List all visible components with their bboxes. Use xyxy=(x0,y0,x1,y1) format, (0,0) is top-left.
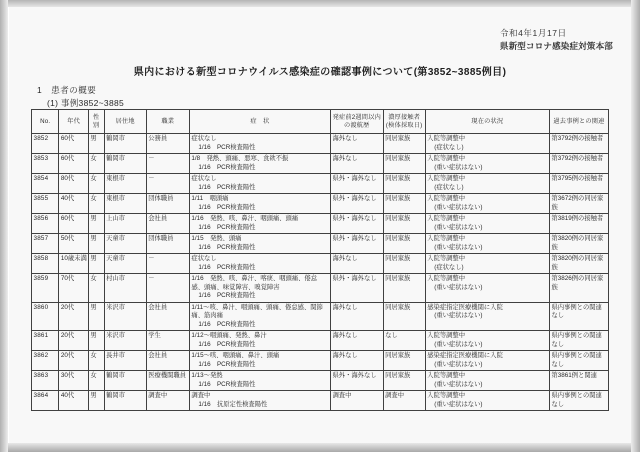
cell-residence: 東根市 xyxy=(104,194,146,214)
cell-residence: 天童市 xyxy=(104,234,146,254)
cell-occupation: － xyxy=(146,274,189,303)
table-row xyxy=(32,194,609,214)
document-sheet xyxy=(9,7,631,443)
cell-occupation: － xyxy=(146,174,189,194)
cell-travel: 県外・海外なし xyxy=(330,234,383,254)
cell-age: 60代 xyxy=(59,214,88,234)
cell-residence: 村山市 xyxy=(104,274,146,303)
cell-travel: 海外なし xyxy=(330,154,383,174)
cell-relation: 第3861例と関連 xyxy=(549,371,608,391)
cell-sex: 女 xyxy=(88,274,104,303)
cell-contact: 同居家族 xyxy=(383,351,425,371)
cell-status: 入院等調整中 (重い症状はない) xyxy=(425,214,549,234)
cell-sex: 女 xyxy=(88,174,104,194)
cell-contact: 同居家族 xyxy=(383,194,425,214)
cell-sex: 女 xyxy=(88,154,104,174)
cell-contact: 同居家族 xyxy=(383,174,425,194)
cell-contact: 同居家族 xyxy=(383,234,425,254)
col-header-sex: 性別 xyxy=(88,110,104,134)
cell-occupation: 団体職員 xyxy=(146,234,189,254)
cell-contact: 同居家族 xyxy=(383,134,425,154)
cell-status: 入院等調整中 (重い症状はない) xyxy=(425,391,549,411)
cell-occupation: － xyxy=(146,254,189,274)
cell-age: 20代 xyxy=(59,331,88,351)
cell-symptoms: 1/15 発熱、頭痛 1/16 PCR検査陽性 xyxy=(189,234,330,254)
cell-symptoms: 1/15～咳、咽頭痛、鼻汁、頭痛 1/16 PCR検査陽性 xyxy=(189,351,330,371)
cell-no: 3859 xyxy=(32,274,59,303)
cell-contact: 同居家族 xyxy=(383,254,425,274)
header-row xyxy=(32,110,609,134)
table-row xyxy=(32,154,609,174)
col-header-contact: 濃厚接触者(検体採取日) xyxy=(383,110,425,134)
cell-relation: 第3820例の同居家族 xyxy=(549,234,608,254)
cell-status: 入院等調整中 (重い症状はない) xyxy=(425,274,549,303)
table-body xyxy=(32,134,609,411)
cell-age: 50代 xyxy=(59,234,88,254)
cell-status: 入院等調整中 (重い症状はない) xyxy=(425,154,549,174)
cell-residence: 鶴岡市 xyxy=(104,371,146,391)
col-header-travel: 発症前2週間以内の渡航歴 xyxy=(330,110,383,134)
cell-contact: 同居家族 xyxy=(383,371,425,391)
cell-occupation: 学生 xyxy=(146,331,189,351)
cell-occupation: 医療機関職員 xyxy=(146,371,189,391)
scan-edge-right xyxy=(631,0,640,452)
cell-travel: 県外・海外なし xyxy=(330,174,383,194)
cell-age: 40代 xyxy=(59,391,88,411)
col-header-relation: 過去事例との関連 xyxy=(549,110,608,134)
cell-occupation: 会社員 xyxy=(146,302,189,331)
document-header xyxy=(500,27,613,53)
cell-residence: 米沢市 xyxy=(104,331,146,351)
cell-status: 入院等調整中 (症状なし) xyxy=(425,134,549,154)
cell-relation: 県内事例との関連なし xyxy=(549,391,608,411)
cell-no: 3860 xyxy=(32,302,59,331)
cell-status: 入院等調整中 (症状なし) xyxy=(425,174,549,194)
cell-travel: 県外・海外なし xyxy=(330,214,383,234)
cell-relation: 第3819例の接触者 xyxy=(549,214,608,234)
cell-travel: 海外なし xyxy=(330,134,383,154)
table-header xyxy=(32,110,609,134)
cell-relation: 県内事例との関連なし xyxy=(549,331,608,351)
cell-age: 30代 xyxy=(59,371,88,391)
table-row xyxy=(32,331,609,351)
cell-age: 70代 xyxy=(59,274,88,303)
cell-symptoms: 1/16 発熱、咳、鼻汁、喀痰、咽頭痛、倦怠感、頭痛、味覚障害、嗅覚障害 1/16 PCR検査陽性 xyxy=(189,274,330,303)
cell-relation: 第3795例の接触者 xyxy=(549,174,608,194)
col-header-no: No. xyxy=(32,110,59,134)
cell-travel: 県外・海外なし xyxy=(330,371,383,391)
section-title: 患者の概要 xyxy=(51,85,97,95)
cell-contact: なし xyxy=(383,331,425,351)
cell-travel: 海外なし xyxy=(330,254,383,274)
cell-travel: 県外・海外なし xyxy=(330,194,383,214)
subsection-heading: (1) 事例3852~3885 xyxy=(47,98,125,108)
cell-contact: 同居家族 xyxy=(383,154,425,174)
cell-residence: 天童市 xyxy=(104,254,146,274)
cases-table xyxy=(31,109,609,411)
cell-status: 入院等調整中 (重い症状はない) xyxy=(425,371,549,391)
table-row xyxy=(32,214,609,234)
cell-status: 感染症指定医療機関に入院 (重い症状はない) xyxy=(425,302,549,331)
cell-no: 3853 xyxy=(32,154,59,174)
cell-residence: 長井市 xyxy=(104,351,146,371)
scan-edge-left xyxy=(0,0,8,452)
col-header-age: 年代 xyxy=(59,110,88,134)
cell-occupation: 団体職員 xyxy=(146,194,189,214)
cell-symptoms: 1/12～咽頭痛、発熱、鼻汁 1/16 PCR検査陽性 xyxy=(189,331,330,351)
cell-sex: 女 xyxy=(88,371,104,391)
table-row xyxy=(32,254,609,274)
cell-occupation: 会社員 xyxy=(146,351,189,371)
col-header-status: 現在の状況 xyxy=(425,110,549,134)
cell-occupation: 公務員 xyxy=(146,134,189,154)
cell-age: 40代 xyxy=(59,194,88,214)
cell-status: 入院等調整中 (重い症状はない) xyxy=(425,234,549,254)
table-row xyxy=(32,391,609,411)
cell-no: 3864 xyxy=(32,391,59,411)
cell-symptoms: 症状なし 1/16 PCR検査陽性 xyxy=(189,134,330,154)
cell-status: 入院等調整中 (重い症状はない) xyxy=(425,331,549,351)
cell-symptoms: 調査中 1/16 抗原定性検査陽性 xyxy=(189,391,330,411)
table-row xyxy=(32,234,609,254)
table-row xyxy=(32,174,609,194)
cell-symptoms: 1/11～咳、鼻汁、咽頭痛、頭痛、倦怠感、関節痛、筋肉痛 1/16 PCR検査陽性 xyxy=(189,302,330,331)
cell-no: 3858 xyxy=(32,254,59,274)
cell-relation: 第3672例の同居家族 xyxy=(549,194,608,214)
cell-contact: 同居家族 xyxy=(383,214,425,234)
cell-age: 80代 xyxy=(59,174,88,194)
cell-no: 3855 xyxy=(32,194,59,214)
cell-age: 10歳未満 xyxy=(59,254,88,274)
cell-sex: 女 xyxy=(88,194,104,214)
cell-relation: 第3792例の接触者 xyxy=(549,154,608,174)
section-number: 1 xyxy=(37,85,43,95)
cell-sex: 男 xyxy=(88,302,104,331)
cell-contact: 調査中 xyxy=(383,391,425,411)
cell-travel: 調査中 xyxy=(330,391,383,411)
cell-no: 3862 xyxy=(32,351,59,371)
cell-occupation: － xyxy=(146,154,189,174)
col-header-residence: 居住地 xyxy=(104,110,146,134)
page-title: 県内における新型コロナウイルス感染症の確認事例について(第3852~3885例目) xyxy=(133,67,507,78)
cell-occupation: 調査中 xyxy=(146,391,189,411)
cell-relation: 第3826例の同居家族 xyxy=(549,274,608,303)
cell-sex: 男 xyxy=(88,234,104,254)
cell-contact: 同居家族 xyxy=(383,274,425,303)
cell-relation: 第3792例の接触者 xyxy=(549,134,608,154)
cell-no: 3863 xyxy=(32,371,59,391)
cell-symptoms: 1/11 咽頭痛 1/16 PCR検査陽性 xyxy=(189,194,330,214)
cell-residence: 鶴岡市 xyxy=(104,134,146,154)
cell-no: 3854 xyxy=(32,174,59,194)
cell-sex: 男 xyxy=(88,331,104,351)
cell-relation: 第3820例の同居家族 xyxy=(549,254,608,274)
cell-residence: 鶴岡市 xyxy=(104,391,146,411)
scan-edge-top xyxy=(0,0,640,7)
section-heading xyxy=(37,84,96,96)
cell-travel: 海外なし xyxy=(330,351,383,371)
cell-symptoms: 1/13～発熱 1/16 PCR検査陽性 xyxy=(189,371,330,391)
cell-age: 60代 xyxy=(59,154,88,174)
cell-symptoms: 1/8 発熱、頭痛、悪寒、食欲不振 1/16 PCR検査陽性 xyxy=(189,154,330,174)
cell-sex: 男 xyxy=(88,254,104,274)
cell-age: 60代 xyxy=(59,134,88,154)
cell-no: 3857 xyxy=(32,234,59,254)
table-row xyxy=(32,274,609,303)
cell-symptoms: 1/16 発熱、咳、鼻汁、咽頭痛、頭痛 1/16 PCR検査陽性 xyxy=(189,214,330,234)
cell-residence: 上山市 xyxy=(104,214,146,234)
cell-sex: 男 xyxy=(88,134,104,154)
scan-edge-bottom xyxy=(0,443,640,452)
cell-status: 入院等調整中 (重い症状はない) xyxy=(425,194,549,214)
cell-relation: 県内事例との関連なし xyxy=(549,351,608,371)
cell-no: 3856 xyxy=(32,214,59,234)
cell-sex: 男 xyxy=(88,214,104,234)
cases-table-container xyxy=(31,109,609,411)
cell-relation: 県内事例との関連なし xyxy=(549,302,608,331)
cell-sex: 男 xyxy=(88,391,104,411)
col-header-occupation: 職業 xyxy=(146,110,189,134)
cell-status: 入院等調整中 (症状なし) xyxy=(425,254,549,274)
issuing-office: 県新型コロナ感染症対策本部 xyxy=(499,41,613,52)
cell-age: 20代 xyxy=(59,351,88,371)
cell-symptoms: 症状なし 1/16 PCR検査陽性 xyxy=(189,174,330,194)
cell-sex: 女 xyxy=(88,351,104,371)
issue-date: 令和4年1月17日 xyxy=(499,28,567,38)
cell-symptoms: 症状なし 1/16 PCR検査陽性 xyxy=(189,254,330,274)
cell-contact: 同居家族 xyxy=(383,302,425,331)
cell-no: 3852 xyxy=(32,134,59,154)
table-row xyxy=(32,302,609,331)
cell-travel: 海外なし xyxy=(330,331,383,351)
cell-residence: 米沢市 xyxy=(104,302,146,331)
cell-travel: 海外なし xyxy=(330,302,383,331)
table-row xyxy=(32,371,609,391)
table-row xyxy=(32,351,609,371)
cell-residence: 鶴岡市 xyxy=(104,154,146,174)
col-header-symptoms: 症 状 xyxy=(189,110,330,134)
table-row xyxy=(32,134,609,154)
cell-occupation: 会社員 xyxy=(146,214,189,234)
cell-no: 3861 xyxy=(32,331,59,351)
cell-age: 20代 xyxy=(59,302,88,331)
cell-status: 感染症指定医療機関に入院 (重い症状はない) xyxy=(425,351,549,371)
cell-residence: 東根市 xyxy=(104,174,146,194)
cell-travel: 県外・海外なし xyxy=(330,274,383,303)
